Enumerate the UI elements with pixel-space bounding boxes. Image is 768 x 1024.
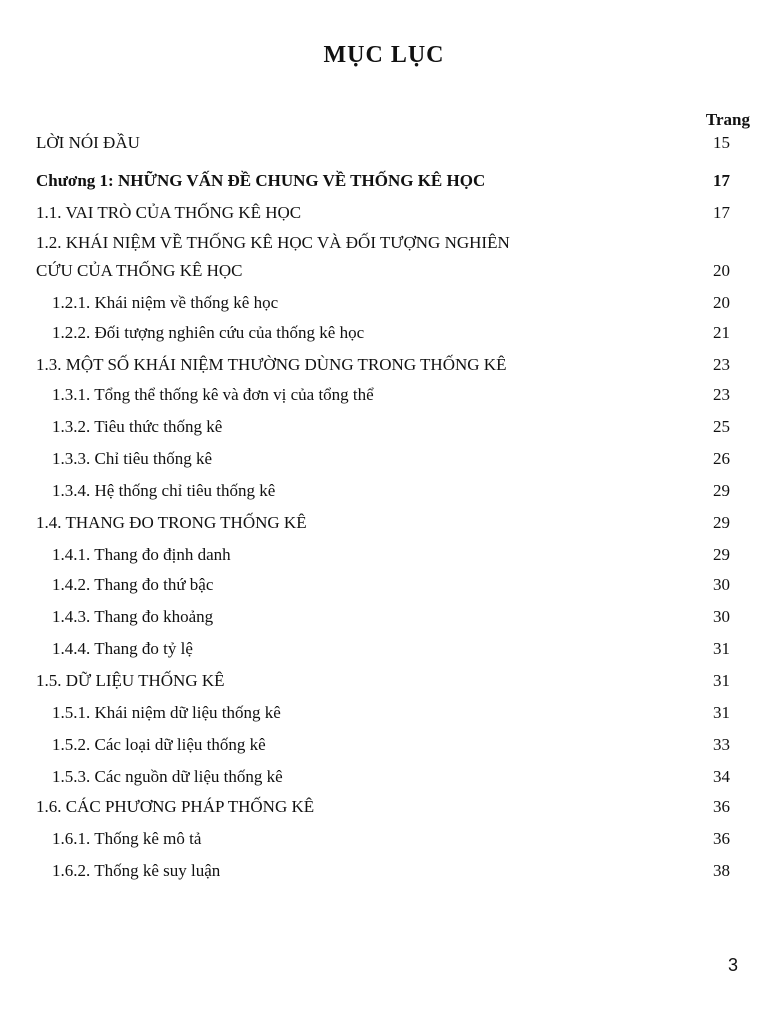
toc-entry-title: LỜI NÓI ĐẦU bbox=[36, 133, 140, 152]
toc-entry bbox=[0, 384, 768, 406]
toc-entry-title: 1.4.1. Thang đo định danh bbox=[52, 545, 231, 564]
toc-entry-title: 1.1. VAI TRÒ CỦA THỐNG KÊ HỌC bbox=[36, 203, 302, 222]
toc-entry-title: Chương 1: NHỮNG VẤN ĐỀ CHUNG VỀ THỐNG KÊ HỌC bbox=[36, 171, 486, 190]
toc-entry bbox=[0, 766, 768, 788]
toc-entry-page: 30 bbox=[713, 607, 730, 626]
toc-entry-page: 20 bbox=[713, 293, 730, 312]
toc-entry-page: 25 bbox=[713, 417, 730, 436]
toc-entry bbox=[0, 354, 768, 376]
toc-entry-page: 31 bbox=[713, 639, 730, 658]
toc-entry-page: 38 bbox=[713, 861, 730, 880]
toc-entry bbox=[0, 638, 768, 660]
toc-entry-page: 17 bbox=[713, 203, 730, 222]
page-title: MỤC LỤC bbox=[323, 42, 445, 68]
toc-entry-title: 1.4. THANG ĐO TRONG THỐNG KÊ bbox=[36, 513, 307, 532]
toc-entry bbox=[0, 574, 768, 596]
toc-entry-page: 31 bbox=[713, 671, 730, 690]
toc-entry-page: 33 bbox=[713, 735, 730, 754]
toc-entry-title: 1.2.1. Khái niệm về thống kê học bbox=[52, 293, 279, 312]
toc-entry-page: 15 bbox=[713, 133, 730, 152]
toc-entry bbox=[0, 322, 768, 344]
toc-entry bbox=[0, 416, 768, 438]
toc-entry-page: 26 bbox=[713, 449, 730, 468]
toc-entry bbox=[0, 202, 768, 224]
toc-entry-page: 20 bbox=[713, 261, 730, 280]
toc-entry-title: 1.3.1. Tổng thể thống kê và đơn vị của tổng thể bbox=[52, 385, 374, 404]
toc-entry-title: CỨU CỦA THỐNG KÊ HỌC bbox=[36, 261, 243, 280]
page-number: 3 bbox=[727, 955, 738, 975]
toc-entry bbox=[0, 860, 768, 882]
toc-entry-title: 1.3.3. Chỉ tiêu thống kê bbox=[52, 449, 213, 468]
toc-entry bbox=[0, 702, 768, 724]
toc-entry-title: 1.5.3. Các nguồn dữ liệu thống kê bbox=[52, 767, 283, 786]
toc-entry-page: 36 bbox=[713, 797, 730, 816]
toc-entry-page: 23 bbox=[713, 385, 730, 404]
toc-entry-title: 1.5.2. Các loại dữ liệu thống kê bbox=[52, 735, 266, 754]
toc-entry-title: 1.4.4. Thang đo tỷ lệ bbox=[52, 639, 193, 658]
toc-entry-page: 17 bbox=[713, 171, 730, 190]
toc-entry bbox=[0, 796, 768, 818]
toc-entry-title: 1.5. DỮ LIỆU THỐNG KÊ bbox=[36, 671, 225, 690]
toc-entry-page: 23 bbox=[713, 355, 730, 374]
toc-entry-page: 31 bbox=[713, 703, 730, 722]
toc-entry bbox=[0, 512, 768, 534]
toc-entry-title: 1.2. KHÁI NIỆM VỀ THỐNG KÊ HỌC VÀ ĐỐI TƯỢNG NGHIÊN bbox=[36, 233, 510, 252]
toc-entry-title: 1.3.4. Hệ thống chỉ tiêu thống kê bbox=[52, 481, 276, 500]
toc-entry-title: 1.6.1. Thống kê mô tả bbox=[52, 829, 202, 848]
toc-entry-page: 29 bbox=[713, 545, 730, 564]
toc-entry bbox=[0, 292, 768, 314]
toc-entry-title: 1.2.2. Đối tượng nghiên cứu của thống kê học bbox=[52, 323, 365, 342]
toc-entry bbox=[0, 232, 768, 254]
toc-entry bbox=[0, 448, 768, 470]
toc-entry bbox=[0, 260, 768, 282]
toc-entry bbox=[0, 734, 768, 756]
toc-entry bbox=[0, 132, 768, 154]
toc-entry-title: 1.3.2. Tiêu thức thống kê bbox=[52, 417, 223, 436]
toc-entry-title: 1.4.3. Thang đo khoảng bbox=[52, 607, 214, 626]
toc-entry bbox=[0, 544, 768, 566]
toc-entry bbox=[0, 828, 768, 850]
toc-entry bbox=[0, 670, 768, 692]
toc-entry-page: 36 bbox=[713, 829, 730, 848]
toc-entry-title: 1.3. MỘT SỐ KHÁI NIỆM THƯỜNG DÙNG TRONG THỐNG KÊ bbox=[36, 355, 507, 374]
toc-entry-page: 30 bbox=[713, 575, 730, 594]
toc-entry-page: 34 bbox=[713, 767, 730, 786]
toc-entry-title: 1.6. CÁC PHƯƠNG PHÁP THỐNG KÊ bbox=[36, 797, 315, 816]
toc-entry-page: 29 bbox=[713, 513, 730, 532]
toc-entry-page: 21 bbox=[713, 323, 730, 342]
toc-entry-title: 1.5.1. Khái niệm dữ liệu thống kê bbox=[52, 703, 281, 722]
toc-entry bbox=[0, 606, 768, 628]
toc-entry-title: 1.6.2. Thống kê suy luận bbox=[52, 861, 221, 880]
page-column-header: Trang bbox=[705, 110, 750, 129]
toc-entry bbox=[0, 480, 768, 502]
toc-entry-page: 29 bbox=[713, 481, 730, 500]
toc-entry bbox=[0, 170, 768, 192]
toc-entry-title: 1.4.2. Thang đo thứ bậc bbox=[52, 575, 214, 594]
